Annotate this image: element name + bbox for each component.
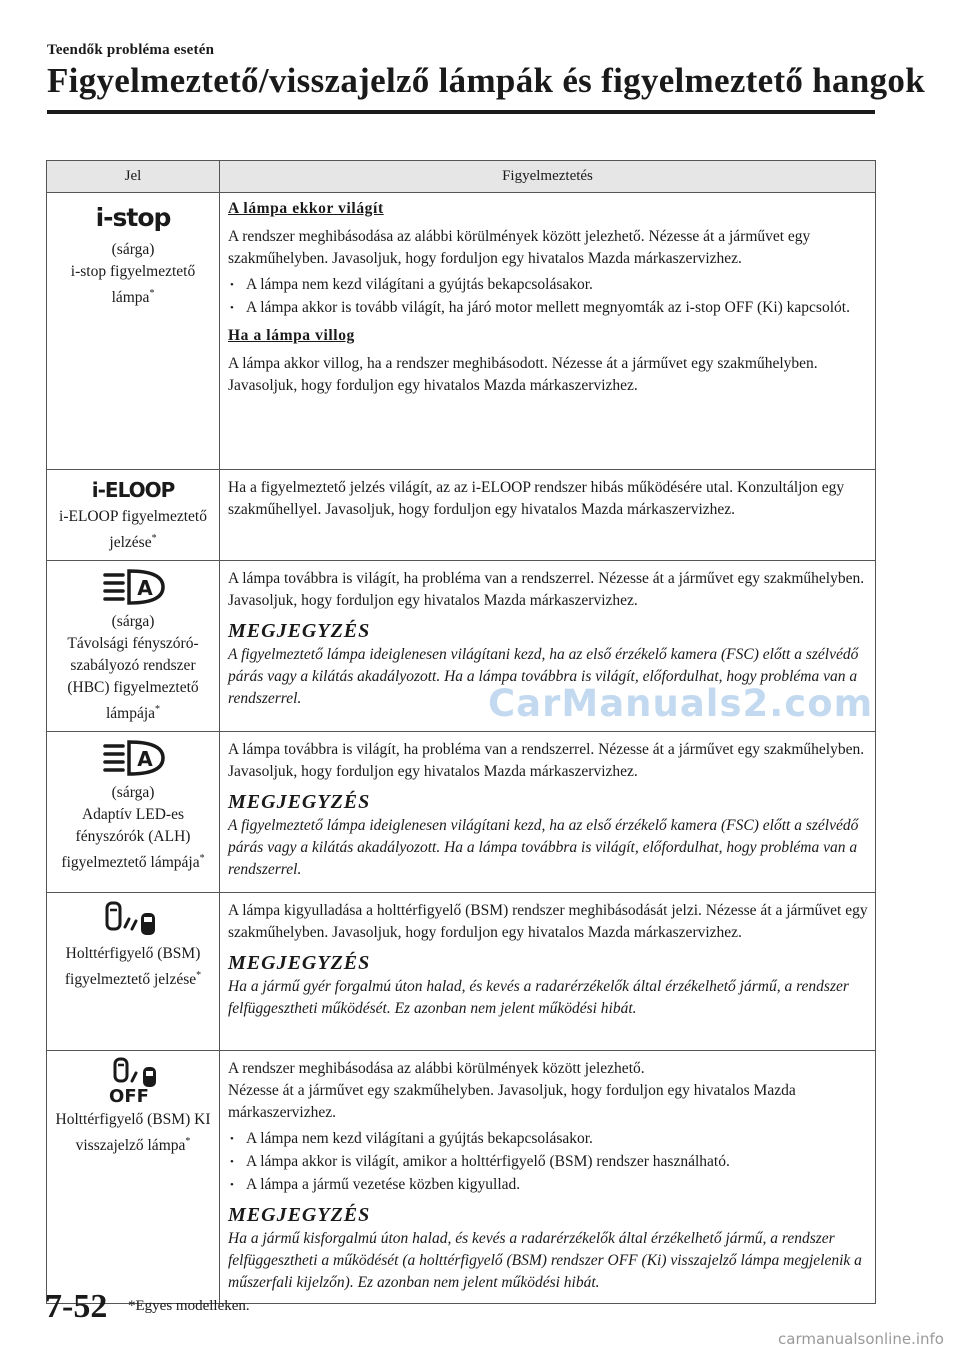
description-text: A lámpa továbbra is világít, ha probléma van a rendszerrel. Nézesse át a járművet egy szakműhelyben. Javasoljuk, hogy forduljon egy hivatalos Mazda márkaszervizhez.: [228, 570, 865, 610]
page-number: 7-52: [45, 1288, 108, 1325]
description-cell: [220, 470, 876, 561]
list-item: • A lámpa akkor is tovább világít, ha járó motor mellett megnyomták az i-stop OFF (Ki) kapcsolót.: [244, 297, 869, 319]
svg-text:A: A: [137, 747, 153, 772]
watermark: CarManuals2.com: [488, 682, 874, 725]
symbol-cell: [47, 893, 220, 1051]
list-item: • A lámpa nem kezd világítani a gyújtás bekapcsolásakor.: [244, 1128, 869, 1150]
auto-headlight-icon: [51, 567, 215, 607]
svg-text:i-stop: i-stop: [95, 203, 171, 232]
table-row: [47, 1051, 876, 1304]
svg-text:A: A: [137, 576, 153, 601]
table-row: [47, 193, 876, 470]
table-row: [47, 732, 876, 893]
symbol-cell: [47, 732, 220, 893]
title-rule: [47, 110, 875, 114]
description-text: A lámpa továbbra is világít, ha probléma van a rendszerrel. Nézesse át a járművet egy szakműhelyben. Javasoljuk, hogy forduljon egy hivatalos Mazda márkaszervizhez.: [228, 741, 865, 781]
section-label: Teendők probléma esetén: [47, 42, 215, 58]
lamp-color: (sárga): [111, 784, 155, 802]
lamp-name: Távolsági fényszóró-szabályozó rendszer (HBC) figyelmeztető lámpája*: [67, 635, 199, 723]
list-item: • A lámpa akkor is világít, amikor a holttérfigyelő (BSM) rendszer használható.: [244, 1151, 869, 1173]
bsm-off-icon: [51, 1057, 215, 1108]
description-cell: [220, 732, 876, 893]
site-watermark: carmanualsonline.info: [778, 1330, 944, 1348]
symbol-cell: [47, 561, 220, 732]
symbol-cell: [47, 1051, 220, 1304]
note-text: A figyelmeztető lámpa ideiglenesen világítani kezd, ha az első érzékelő kamera (FSC) előtt a szélvédő párás vagy a kilátás akadályozott. Ha a lámpa továbbra is világít, előfordulhat, hogy probléma van a rendszerrel.: [228, 817, 859, 879]
list-item: • A lámpa nem kezd világítani a gyújtás bekapcsolásakor.: [244, 274, 869, 296]
istop-icon: [51, 199, 215, 235]
note-title: MEGJEGYZÉS: [228, 952, 371, 975]
ieloop-icon: [51, 476, 215, 502]
condition-heading: A lámpa ekkor világít: [228, 200, 384, 217]
description-cell: [220, 193, 876, 470]
table-header-row: [47, 161, 876, 193]
svg-text:OFF: OFF: [109, 1086, 149, 1108]
description-text: A rendszer meghibásodása az alábbi körülmények között jelezhető.: [228, 1060, 645, 1078]
table-row: [47, 893, 876, 1051]
list-item: • A lámpa a jármű vezetése közben kigyullad.: [244, 1174, 869, 1196]
note-text: A figyelmeztető lámpa ideiglenesen világítani kezd, ha az első érzékelő kamera (FSC) előtt a szélvédő párás vagy a kilátás akadályozott. Ha a lámpa továbbra is világít, előfordulhat, hogy probléma van a rendszerrel.: [228, 646, 859, 708]
page-title: Figyelmeztető/visszajelző lámpák és figyelmeztető hangok: [47, 61, 925, 100]
footnote: *Egyes modelleken.: [128, 1298, 250, 1314]
condition-list: [228, 274, 869, 319]
description-text: A rendszer meghibásodása az alábbi körülmények között jelezhető. Nézesse át a járművet egy szakműhelyben. Javasoljuk, hogy forduljon egy hivatalos Mazda márkaszervizhez.: [228, 228, 811, 267]
column-header-symbol: Jel: [47, 161, 220, 193]
column-header-warning: Figyelmeztetés: [220, 161, 876, 193]
table-row: [47, 470, 876, 561]
description-text: A lámpa akkor villog, ha a rendszer meghibásodott. Nézesse át a járművet egy szakműhelyben. Javasoljuk, hogy forduljon egy hivatalos Mazda márkaszervizhez.: [228, 355, 818, 394]
note-title: MEGJEGYZÉS: [228, 791, 371, 814]
symbol-cell: [47, 470, 220, 561]
lamp-name: Holttérfigyelő (BSM) KI visszajelző lámpa*: [55, 1111, 211, 1155]
lamp-name: i-ELOOP figyelmeztető jelzése*: [59, 508, 207, 552]
lamp-name: i-stop figyelmeztető lámpa*: [70, 263, 196, 307]
page-header: [47, 42, 925, 101]
description-cell: [220, 1051, 876, 1304]
note-title: MEGJEGYZÉS: [228, 1204, 371, 1227]
symbol-cell: [47, 193, 220, 470]
note-text: Ha a jármű kisforgalmú úton halad, és kevés a radarérzékelők által érzékelhető jármű, a rendszer felfüggesztheti a működését (a holttérfigyelő (BSM) rendszer OFF (Ki) visszajelző lámpa megjelenik a műszerfali kijelzőn). Ez azonban nem jelent működési hibát.: [228, 1230, 862, 1292]
warning-lights-table: [46, 160, 876, 1304]
lamp-name: Adaptív LED-es fényszórók (ALH) figyelmeztető lámpája*: [61, 806, 205, 872]
description-text: Ha a figyelmeztető jelzés világít, az az i-ELOOP rendszer hibás működésére utal. Konzultáljon egy szakműhellyel. Javasoljuk, hogy forduljon egy hivatalos Mazda márkaszervizhez.: [228, 479, 845, 518]
description-text: Nézesse át a járművet egy szakműhelyben. Javasoljuk, hogy forduljon egy hivatalos Mazda márkaszervizhez.: [228, 1082, 796, 1122]
lamp-color: (sárga): [111, 241, 155, 258]
condition-list: [228, 1128, 869, 1196]
lamp-color: (sárga): [111, 613, 155, 631]
lamp-name: Holttérfigyelő (BSM) figyelmeztető jelzése*: [64, 945, 202, 989]
svg-text:i-ELOOP: i-ELOOP: [91, 478, 175, 502]
description-text: A lámpa kigyulladása a holttérfigyelő (BSM) rendszer meghibásodását jelzi. Nézesse át a járművet egy szakműhelyben. Javasoljuk, hogy forduljon egy hivatalos Mazda márkaszervizhez.: [228, 902, 868, 942]
bsm-icon: [51, 899, 215, 939]
note-title: MEGJEGYZÉS: [228, 620, 371, 643]
description-cell: [220, 893, 876, 1051]
auto-headlight-icon: [51, 738, 215, 778]
note-text: Ha a jármű gyér forgalmú úton halad, és kevés a radarérzékelők által érzékelhető jármű, a rendszer felfüggesztheti működését. Ez azonban nem jelent működési hibát.: [228, 978, 849, 1018]
condition-heading: Ha a lámpa villog: [228, 327, 355, 344]
